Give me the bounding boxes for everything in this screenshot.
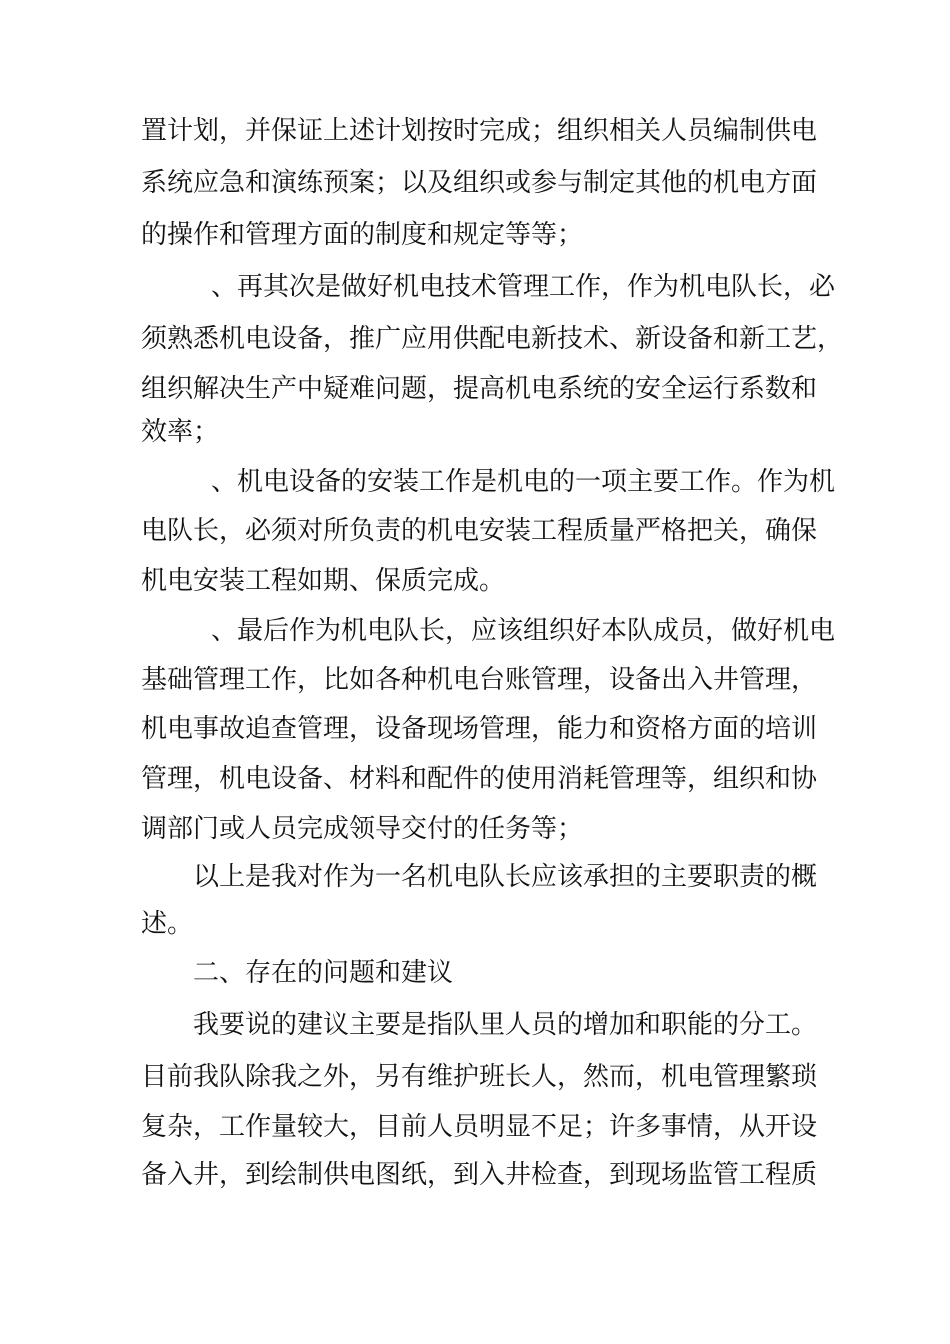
text-line: 目前我队除我之外，另有维护班长人，然而，机电管理繁琐 bbox=[141, 1062, 818, 1092]
text-line: 调部门或人员完成领导交付的任务等； bbox=[141, 814, 584, 844]
text-line: 我要说的建议主要是指队里人员的增加和职能的分工。 bbox=[193, 1010, 818, 1040]
text-line: 的操作和管理方面的制度和规定等等； bbox=[141, 220, 584, 250]
text-line: 基础管理工作，比如各种机电台账管理，设备出入井管理， bbox=[141, 665, 818, 695]
text-line: 、最后作为机电队长，应该组织好本队成员，做好机电 bbox=[211, 616, 836, 646]
text-line: 系统应急和演练预案；以及组织或参与制定其他的机电方面 bbox=[141, 168, 818, 198]
text-line: 须熟悉机电设备，推广应用供配电新技术、新设备和新工艺， bbox=[141, 324, 844, 354]
text-line: 机电安装工程如期、保质完成。 bbox=[141, 566, 506, 596]
text-line: 组织解决生产中疑难问题，提高机电系统的安全运行系数和 bbox=[141, 374, 818, 404]
text-line: 置计划，并保证上述计划按时完成；组织相关人员编制供电 bbox=[141, 116, 818, 146]
text-line: 述。 bbox=[141, 909, 194, 939]
text-line: 、再其次是做好机电技术管理工作，作为机电队长，必 bbox=[211, 272, 836, 302]
text-line: 机电事故追查管理，设备现场管理，能力和资格方面的培训 bbox=[141, 714, 818, 744]
text-line: 电队长，必须对所负责的机电安装工程质量严格把关，确保 bbox=[141, 516, 818, 546]
text-line: 效率； bbox=[141, 417, 220, 447]
section-heading: 二、存在的问题和建议 bbox=[193, 958, 454, 988]
text-line: 复杂，工作量较大，目前人员明显不足；许多事情，从开设 bbox=[141, 1112, 818, 1142]
text-line: 、机电设备的安装工作是机电的一项主要工作。作为机 bbox=[211, 467, 836, 497]
text-line: 以上是我对作为一名机电队长应该承担的主要职责的概 bbox=[193, 862, 818, 892]
text-line: 备入井，到绘制供电图纸，到入井检查，到现场监管工程质 bbox=[141, 1160, 818, 1190]
text-line: 管理，机电设备、材料和配件的使用消耗管理等，组织和协 bbox=[141, 764, 818, 794]
